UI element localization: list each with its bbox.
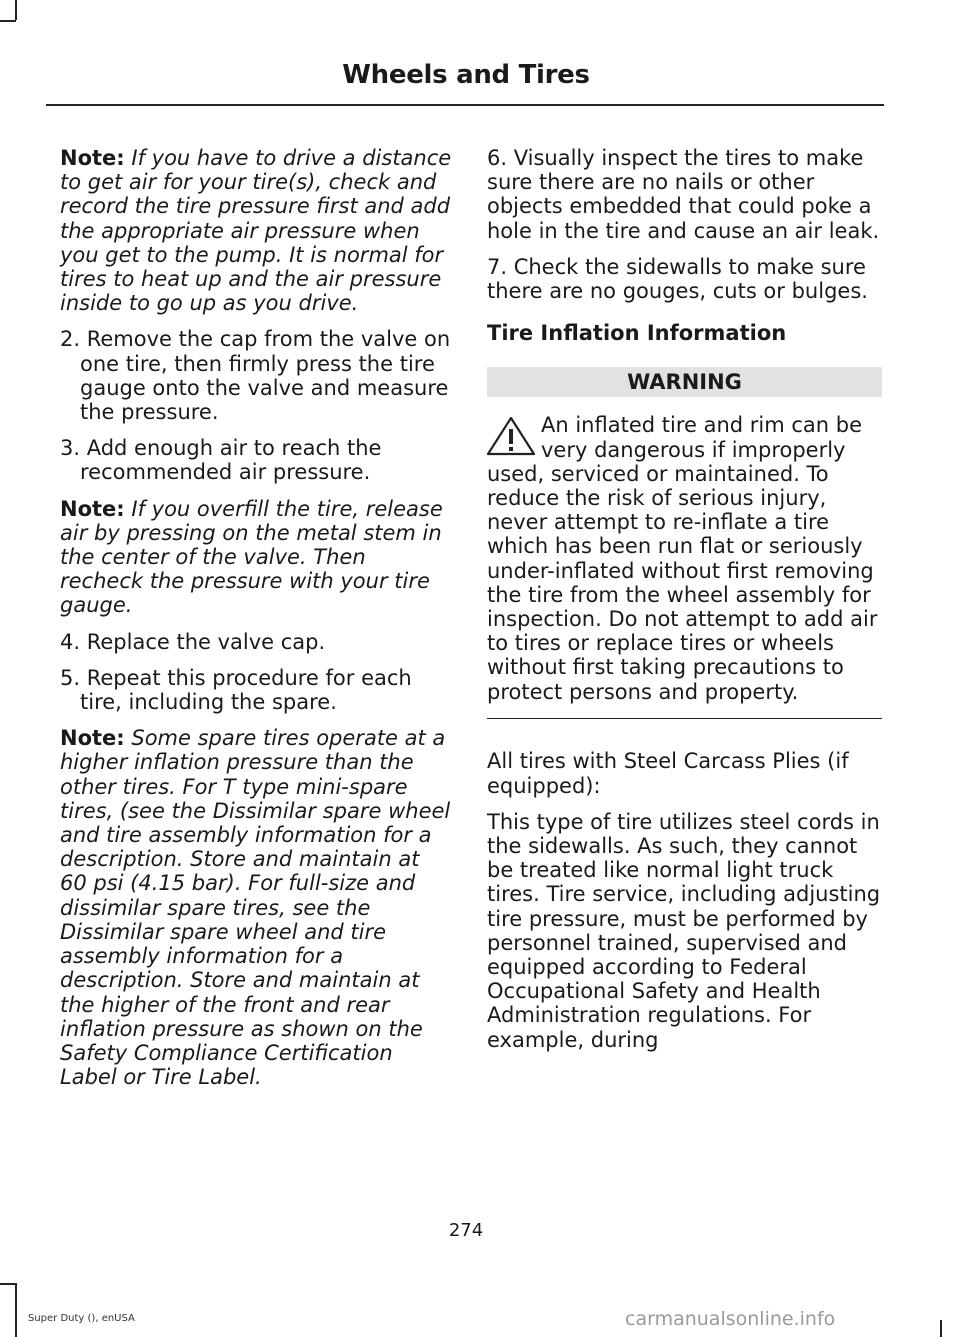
warning-triangle-icon — [485, 415, 537, 457]
note-label: Note: — [60, 146, 125, 170]
steel-carcass-text: This type of tire utilizes steel cords in the sidewalls. As such, they cannot be treated like normal light truck tires. Tire service, including adjusting tire pressure, must be performed by personnel trained, supervised and equipped according to Federal Occupational Safety and Health Administration regulations. For example, during — [487, 809, 881, 1052]
step-5: 5. Repeat this procedure for each tire, including the spare. — [60, 665, 412, 715]
step-4: 4. Replace the valve cap. — [60, 629, 326, 654]
steel-carcass-heading: All tires with Steel Carcass Plies (if equipped): — [487, 749, 849, 798]
page-number: 274 — [448, 1220, 484, 1241]
page-title: Wheels and Tires — [342, 60, 590, 90]
note-paragraph — [60, 146, 452, 315]
step-3: 3. Add enough air to reach the recommended air pressure. — [60, 436, 382, 485]
watermark: carmanualsonline.info — [625, 1308, 836, 1330]
left-column — [60, 146, 452, 1101]
step-6: 6. Visually inspect the tires to make sure there are no nails or other objects embedded that could poke a hole in the tire and cause an air leak. — [487, 146, 880, 243]
warning-text: An inflated tire and rim can be very dangerous if improperly used, serviced or maintained. To reduce the risk of serious injury, never attempt to re-inflate a tire which has been run flat or seriously under-inflated without first removing the tire from the wheel assembly for inspection. Do not attempt to add air to tires or replace tires or wheels without first taking precautions to protect persons and property. — [487, 413, 878, 704]
step-7: 7. Check the sidewalls to make sure there are no gouges, cuts or bulges. — [487, 254, 868, 304]
crop-mark-bottom-left-h — [0, 1283, 16, 1285]
right-column — [487, 146, 882, 1064]
note-text: If you overfill the tire, release air by pressing on the metal stem in the center of the valve. Then recheck the pressure with your tire gauge. — [60, 496, 443, 618]
step-2: 2. Remove the cap from the valve on one tire, then firmly press the tire gauge onto the valve and measure the pressure. — [60, 327, 451, 425]
crop-mark-top-left-h — [0, 20, 16, 22]
note-label: Note: — [60, 496, 125, 521]
note-label: Note: — [60, 726, 125, 751]
crop-mark-bottom-left-v — [15, 1283, 17, 1337]
warning-box — [487, 413, 882, 703]
note-text: If you have to drive a distance to get air for your tire(s), check and record the tire pressure first and add the appropriate air pressure when you get to the pump. It is normal for tires to heat up and the air pressure inside to go up as you drive. — [60, 146, 452, 316]
footer-meta: Super Duty (), enUSA — [28, 1313, 135, 1324]
note-paragraph — [60, 497, 452, 618]
note-paragraph — [60, 726, 452, 1089]
crop-mark-top-left-v — [15, 0, 17, 20]
note-text: Some spare tires operate at a higher inflation pressure than the other tires. For T type mini-spare tires, (see the Dissimilar spare wheel and tire assembly information for a description. Store and maintain at 60 psi (4.15 bar). For full-size and dissimilar spare tires, see the Dissimilar spare wheel and tire assembly information for a description. Store and maintain at the higher of the front and rear inflation pressure as shown on the Safety Compliance Certification Label or Tire Label. — [60, 726, 451, 1090]
warning-banner: WARNING — [487, 367, 882, 397]
header-divider — [46, 104, 884, 106]
warning-divider — [487, 718, 882, 720]
section-heading: Tire Inflation Information — [487, 321, 787, 346]
crop-mark-bottom-right-v — [940, 1320, 942, 1337]
